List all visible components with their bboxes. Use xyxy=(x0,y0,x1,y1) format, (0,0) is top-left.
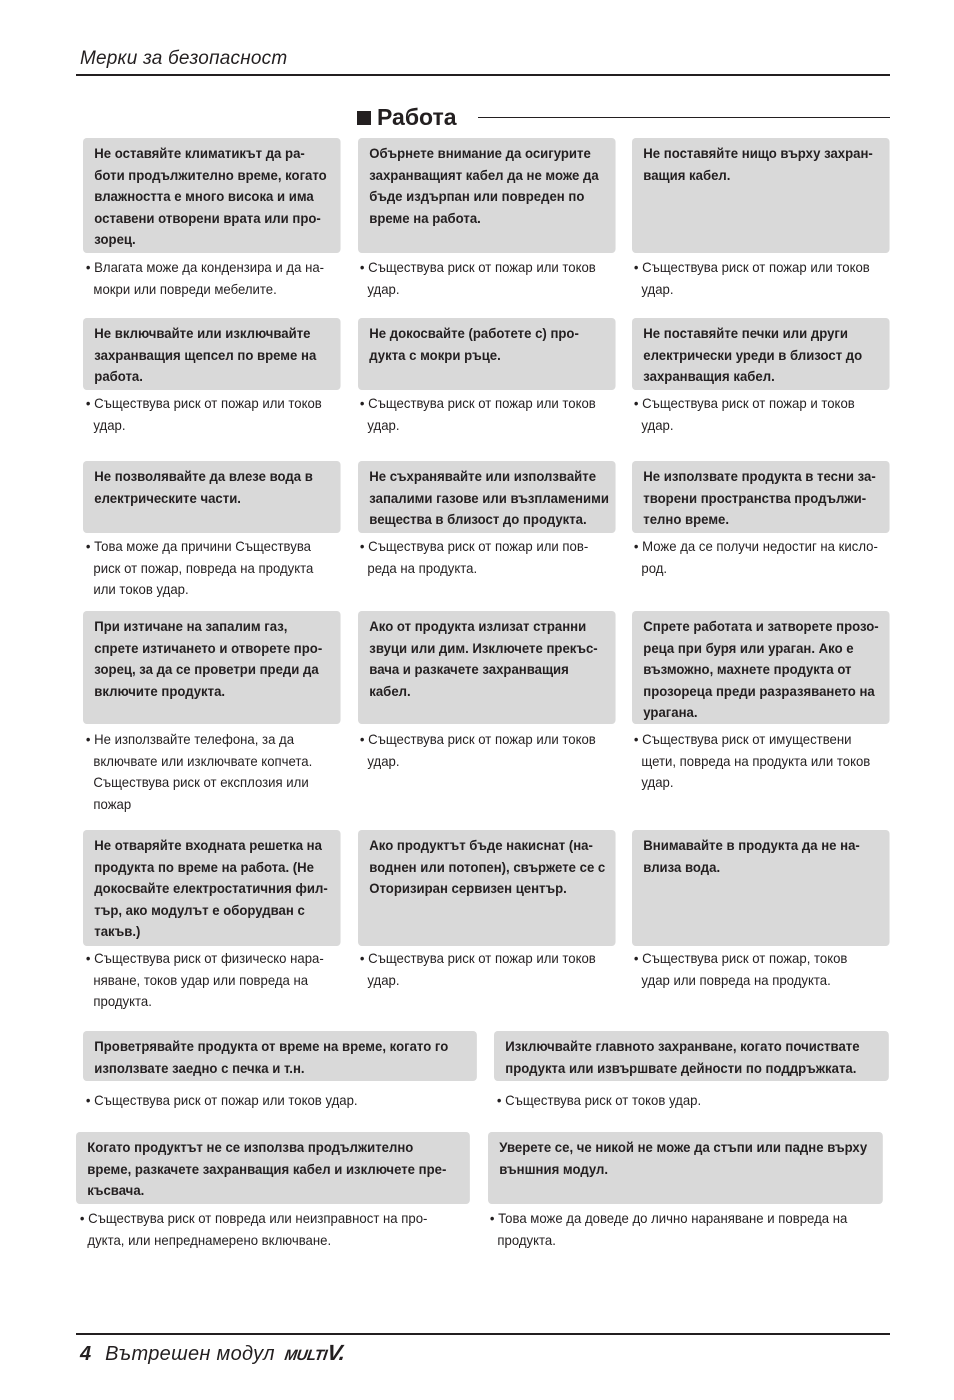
warning-box: Не отваряйте входната решетка на продукта по време на работа. (Не докосвайте електростатичния фил- тър, ако модулът е оборудван с такъв.) xyxy=(83,830,341,946)
warning-box: Спрете работата и затворете прозо- реца при буря или ураган. Ако е възможно, махнете продукта от прозореца преди разразяването на урагана. xyxy=(632,611,890,724)
warning-note: • Не използвайте телефона, за да включвате или изключвате копчета. Съществува риск от експлозия или пожар xyxy=(85,731,313,812)
warning-box: Ако от продукта излизат странни звуци или дим. Изключете прекъс- вача и разкачете захранващия кабел. xyxy=(358,611,616,724)
warning-note: • Влагата може да кондензира и да на- мокри или повреди мебелите. xyxy=(85,259,325,297)
warning-box: Не докосвайте (работете с) про- дукта с мокри ръце. xyxy=(358,318,616,390)
multi-v-logo xyxy=(283,1340,347,1366)
warning-box: Не включвайте или изключвайте захранващия щепсел по време на работа. xyxy=(83,318,341,390)
warning-note: • Съществува риск от пожар, токов удар или повреда на продукта. xyxy=(633,950,848,988)
footer-module: Вътрешен модул xyxy=(105,1343,275,1365)
warning-note: • Съществува риск от токов удар. xyxy=(496,1092,702,1108)
warning-box: Проветрявайте продукта от време на време, когато го използвате заедно с печка и т.н. xyxy=(83,1031,477,1081)
warning-note: • Съществува риск от пожар или пов- реда на продукта. xyxy=(359,538,589,576)
section-title: Работа xyxy=(377,104,457,130)
warning-box: Ако продуктът бъде накиснат (на- воднен или потопен), свържете се с Оторизиран сервизен център. xyxy=(358,830,616,946)
warning-note: • Съществува риск от пожар и токов удар. xyxy=(633,395,855,433)
warning-note: • Съществува риск от физическо нара- няване, токов удар или повреда на продукта. xyxy=(85,950,324,1010)
warning-note: • Съществува риск от имуществени щети, повреда на продукта или токов удар. xyxy=(633,731,871,791)
footer-rule xyxy=(76,1333,890,1335)
warning-note: • Съществува риск от пожар или токов удар. xyxy=(359,395,596,433)
page-footer xyxy=(80,1340,345,1366)
warning-note: • Съществува риск от пожар или токов удар. xyxy=(85,395,322,433)
warning-note: • Това може да причини Съществува риск от пожар, повреда на продукта или токов удар. xyxy=(85,538,314,598)
warning-box: При изтичане на запалим газ, спрете изтичането и отворете про- зорец, за да се проветри преди да включите продукта. xyxy=(83,611,341,724)
warning-note: • Съществува риск от пожар или токов удар. xyxy=(359,731,596,769)
warning-note: • Съществува риск от пожар или токов удар. xyxy=(359,950,596,988)
warning-box: Не позволявайте да влезе вода в електрическите части. xyxy=(83,461,341,533)
warning-box: Уверете се, че никой не може да стъпи или падне върху външния модул. xyxy=(488,1132,883,1204)
header-title: Мерки за безопасност xyxy=(80,48,288,69)
warning-box: Не съхранявайте или използвайте запалими газове или възпламеними вещества в близост до продукта. xyxy=(358,461,616,533)
warning-box: Изключвайте главното захранване, когато почиствате продукта или извършвате дейности по поддръжката. xyxy=(494,1031,889,1081)
warning-box: Не поставяйте нищо върху захран- ващия кабел. xyxy=(632,138,890,253)
warning-box: Внимавайте в продукта да не на- влиза вода. xyxy=(632,830,890,946)
warning-note: • Съществува риск от пожар или токов удар. xyxy=(633,259,870,297)
warning-note: • Съществува риск от повреда или неизправност на про- дукта, или непреднамерено включване. xyxy=(79,1210,428,1248)
warning-box: Не използвате продукта в тесни за- творени пространства продължи- телно време. xyxy=(632,461,890,533)
page-number: 4 xyxy=(80,1343,92,1365)
header-rule xyxy=(76,74,890,76)
warning-note: • Може да се получи недостиг на кисло- род. xyxy=(633,538,878,576)
warning-box: Не оставяйте климатикът да ра- боти продължително време, когато влажността е много висока и има оставени отворени врата или про- зорец. xyxy=(83,138,341,253)
section-line xyxy=(478,117,890,118)
warning-box: Не поставяйте печки или други електрически уреди в близост до захранващия кабел. xyxy=(632,318,890,390)
logo-text: MULTI xyxy=(283,1347,328,1364)
logo-suffix: V. xyxy=(325,1340,347,1365)
section-square-icon xyxy=(357,111,371,125)
warning-note: • Съществува риск от пожар или токов удар. xyxy=(85,1092,358,1108)
warning-note: • Това може да доведе до лично нараняване и повреда на продукта. xyxy=(489,1210,848,1248)
section-heading xyxy=(357,104,457,131)
warning-note: • Съществува риск от пожар или токов удар. xyxy=(359,259,596,297)
warning-box: Обърнете внимание да осигурите захранващият кабел да не може да бъде издърпан или повреден по време на работа. xyxy=(358,138,616,253)
warning-box: Когато продуктът не се използва продължително време, разкачете захранващия кабел и изключете пре- късвача. xyxy=(76,1132,470,1204)
